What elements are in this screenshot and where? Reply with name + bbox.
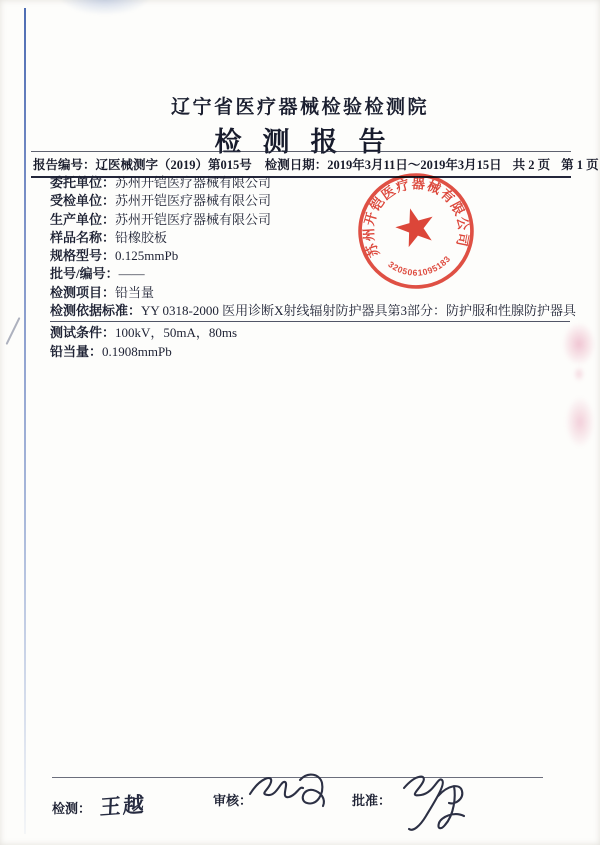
field-value: 100kV，50mA，80ms xyxy=(115,325,238,341)
scan-smudge xyxy=(60,0,150,15)
stamp-bleed-through xyxy=(573,366,585,382)
field-value: 苏州开铠医疗器械有限公司 xyxy=(115,211,272,227)
field-value: 苏州开铠医疗器械有限公司 xyxy=(115,175,272,190)
approver-signature-group xyxy=(352,790,391,809)
page-current: 第 1 页 xyxy=(561,158,599,172)
field-label: 铅当量： xyxy=(50,343,103,359)
field-label: 规格型号： xyxy=(50,248,116,264)
field-row-manufacturer xyxy=(50,211,570,229)
field-row-model xyxy=(50,247,570,265)
seal-registration-number: 3205061095183 xyxy=(386,253,453,278)
reviewer-signature-scribble xyxy=(246,764,338,820)
seal-star-icon xyxy=(394,206,436,248)
report-title: 检测报告 xyxy=(214,127,407,157)
seal-company-name: 苏州开铠医疗器械有限公司 xyxy=(360,176,472,260)
field-row-standard xyxy=(50,302,577,322)
field-value: 0.1908mmPb xyxy=(102,343,172,359)
tester-handwritten-name: 王越 xyxy=(99,792,147,820)
field-label: 测试条件： xyxy=(50,325,116,341)
report-fields xyxy=(50,174,577,361)
field-label: 委托单位： xyxy=(50,175,116,190)
field-value: 铅橡胶板 xyxy=(115,229,168,245)
pages-total: 共 2 页 xyxy=(512,158,551,172)
field-row-test-conditions xyxy=(50,324,570,342)
pen-check-mark xyxy=(6,317,21,345)
field-row-test-item xyxy=(50,284,570,302)
field-label: 受检单位： xyxy=(50,193,116,209)
field-value: —— xyxy=(118,266,145,282)
field-row-inspected-unit xyxy=(50,192,570,210)
date-value: 2019年3月11日～2019年3月15日 xyxy=(327,158,502,172)
field-row-batch-no xyxy=(50,265,570,283)
field-row-lead-equivalence xyxy=(50,343,570,361)
field-value: 0.125mmPb xyxy=(115,248,179,264)
tester-signature-group xyxy=(52,790,146,820)
svg-text:3205061095183 xyxy=(386,253,454,281)
field-row-sample-name xyxy=(50,229,570,247)
report-no-value: 辽医械测字（2019）第015号 xyxy=(95,158,252,172)
approver-label: 批准： xyxy=(352,793,392,808)
tester-label: 检测： xyxy=(52,801,92,816)
date-label: 检测日期： xyxy=(264,158,328,172)
reviewer-label: 审核： xyxy=(213,793,253,808)
field-label: 批号/编号： xyxy=(50,266,119,282)
field-row-client xyxy=(50,174,570,192)
report-no-label: 报告编号： xyxy=(33,158,96,172)
field-value: 苏州开铠医疗器械有限公司 xyxy=(115,193,272,209)
field-label: 生产单位： xyxy=(50,211,116,227)
field-label: 样品名称： xyxy=(50,229,116,245)
institute-title: 辽宁省医疗器械检验检测院 xyxy=(170,97,429,118)
field-label: 检测项目： xyxy=(50,284,116,300)
stamp-bleed-through xyxy=(565,396,595,448)
company-seal-stamp xyxy=(350,165,482,297)
field-value: 铅当量 xyxy=(115,284,155,300)
field-value: YY 0318-2000 医用诊断X射线辐射防护器具第3部分：防护服和性腺防护器具 xyxy=(141,303,577,319)
field-label: 检测依据标准： xyxy=(50,303,142,319)
approver-signature-scribble xyxy=(396,766,478,838)
